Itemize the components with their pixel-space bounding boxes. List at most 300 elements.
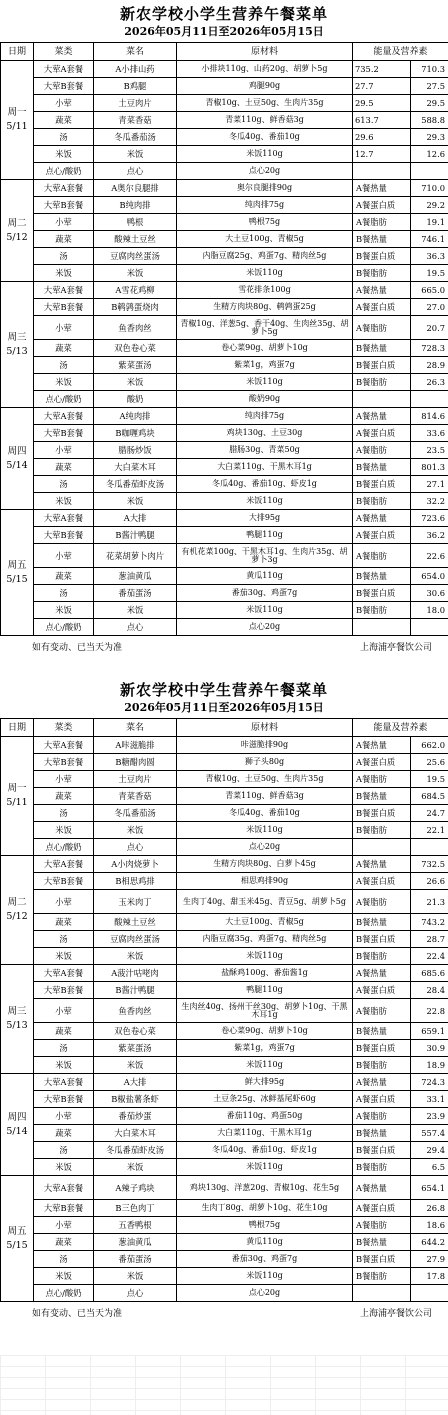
dish-cell: 酸奶 [94,391,177,408]
dish-cell: 点心 [94,619,177,636]
menu-date-range: 2026年05月11日至2026年05月15日 [124,25,324,38]
category-cell: 大荤B套餐 [34,527,94,544]
nutrient-value-cell: 33.6 [411,425,448,442]
ingredients-cell: 鸡块130g、洋葱20g、青椒10g、花生5g [177,1176,353,1200]
table-row [1,391,448,408]
nutrient-value-cell [411,839,448,856]
table-row [1,231,448,248]
nutrient-value-cell: 17.8 [411,1268,448,1285]
nutrient-value-cell: 29.5 [411,95,448,112]
ingredients-cell: 紫菜1g，鸡蛋7g [177,1040,353,1057]
category-cell: 点心/酸奶 [34,619,94,636]
dish-cell: A辣子鸡块 [94,1176,177,1200]
nutrient-value-cell: 723.6 [411,510,448,527]
nutrient-label-cell: A餐脂肪 [353,890,411,914]
ingredients-cell: 雪花排条100g [177,282,353,299]
day-label: 周五 [7,559,27,571]
ingredients-cell: 米饭110g [177,1159,353,1176]
table-row [1,129,448,146]
day-label: 周一 [7,783,27,794]
dish-cell: 鱼香肉丝 [94,999,177,1023]
category-cell: 大荤A套餐 [34,856,94,873]
table-row [1,544,448,568]
ingredients-cell: 冬瓜40g、番茄10g [177,805,353,822]
ingredients-cell: 生肉丝40g、扬州干丝30g、胡萝卜10g、干黑木耳1g [177,999,353,1023]
ingredients-cell: 纯肉排75g [177,197,353,214]
dish-cell: 酸辣土豆丝 [94,914,177,931]
nutrient-label-cell: A餐热量 [353,856,411,873]
nutrient-value-cell: 36.2 [411,527,448,544]
dish-cell: B糖醋肉圆 [94,754,177,771]
ingredients-cell: 奥尔良腿排90g [177,180,353,197]
day-label: 周三 [7,331,27,343]
dish-cell: 紫菜蛋汤 [94,357,177,374]
nutrient-value-cell: 801.3 [411,459,448,476]
day-date: 5/12 [6,911,28,922]
table-row [1,771,448,788]
nutrient-value-cell: 27.9 [411,1251,448,1268]
header-ingredients: 原材料 [177,719,353,737]
category-cell: 米饭 [34,602,94,619]
table-row [1,299,448,316]
table-row [1,1176,448,1200]
table-row [1,112,448,129]
category-cell: 大荤A套餐 [34,510,94,527]
nutrient-label-cell: B餐蛋白质 [353,248,411,265]
dish-cell: 米饭 [94,948,177,965]
header-category: 菜类 [34,43,94,61]
dish-cell: A小排山药 [94,61,177,78]
nutrient-label-cell: B餐热量 [353,231,411,248]
table-row [1,839,448,856]
category-cell: 大荤B套餐 [34,754,94,771]
nutrient-value-cell: 27.0 [411,299,448,316]
footer-company: 上海浦亭餐饮公司 [359,1309,432,1319]
nutrient-value-cell: 23.9 [411,1108,448,1125]
dish-cell: 米饭 [94,1268,177,1285]
day-date: 5/14 [6,459,28,471]
footer-company: 上海浦亭餐饮公司 [359,643,432,653]
ingredients-cell: 内脂豆腐25g、鸡蛋7g、精肉丝5g [177,248,353,265]
category-cell: 米饭 [34,1159,94,1176]
nutrient-value-cell: 814.6 [411,408,448,425]
header-dish: 菜名 [94,719,177,737]
table-row [1,493,448,510]
nutrient-value-cell: 662.0 [411,737,448,754]
nutrient-value-cell: 12.6 [411,146,448,163]
dish-cell: B酱汁鸭腿 [94,982,177,999]
nutrient-value-cell: 19.5 [411,265,448,282]
nutrient-value-cell: 22.8 [411,999,448,1023]
table-row [1,282,448,299]
table-row [1,1159,448,1176]
dish-cell: A奥尔良腿排 [94,180,177,197]
ingredients-cell: 冬瓜40g、番茄10g、虾皮1g [177,476,353,493]
nutrient-label-cell: B餐热量 [353,788,411,805]
table-row [1,873,448,890]
table-row [1,1268,448,1285]
nutrient-value-cell: 32.2 [411,493,448,510]
ingredients-cell: 青椒10g、土豆50g、生肉片35g [177,95,353,112]
nutrient-label-cell: B餐蛋白质 [353,1251,411,1268]
table-row [1,425,448,442]
table-row [1,340,448,357]
category-cell: 蔬菜 [34,1023,94,1040]
nutrient-value-cell [411,163,448,180]
dish-cell: 米饭 [94,146,177,163]
dish-cell: 酸辣土豆丝 [94,231,177,248]
nutrient-value-cell: 685.6 [411,965,448,982]
table-row [1,822,448,839]
nutrient-value-cell: 26.6 [411,873,448,890]
ingredients-cell: 大白菜110g、干黑木耳1g [177,1125,353,1142]
nutrient-label-cell: A餐蛋白质 [353,197,411,214]
day-label: 周三 [7,1006,27,1017]
table-row [1,856,448,873]
day-date: 5/11 [6,121,28,132]
nutrient-value-cell: 30.9 [411,1040,448,1057]
day-date: 5/15 [6,1239,28,1251]
nutrient-label-cell: B餐蛋白质 [353,357,411,374]
header-category: 菜类 [34,719,94,737]
day-cell [1,1074,34,1176]
nutrient-value-cell: 659.1 [411,1023,448,1040]
nutrient-label-cell: A餐热量 [353,1176,411,1200]
footer-note: 如有变动、已当天为准 [32,1309,123,1319]
table-row [1,602,448,619]
day-date: 5/15 [6,573,28,585]
nutrient-label-cell: B餐热量 [353,459,411,476]
header-ingredients: 原材料 [177,43,353,61]
table-row [1,1074,448,1091]
table-row [1,1023,448,1040]
table-row [1,619,448,636]
ingredients-cell: 生精方肉块80g、白萝卜45g [177,856,353,873]
table-row [1,1217,448,1234]
category-cell: 蔬菜 [34,914,94,931]
nutrient-label-cell: A餐蛋白质 [353,982,411,999]
ingredients-cell: 咔滋脆排90g [177,737,353,754]
ingredients-cell: 青菜110g、鲜香菇3g [177,112,353,129]
category-cell: 小荤 [34,999,94,1023]
menu-footer [0,636,448,654]
ingredients-cell: 点心20g [177,1285,353,1302]
nutrient-label-cell: A餐脂肪 [353,1108,411,1125]
dish-cell: B相思鸡排 [94,873,177,890]
category-cell: 蔬菜 [34,1234,94,1251]
category-cell: 米饭 [34,948,94,965]
dish-cell: 五香鸭根 [94,1217,177,1234]
dish-cell: 米饭 [94,822,177,839]
table-row [1,1251,448,1268]
header-nutrition: 能量及营养素 [353,43,448,61]
table-row [1,374,448,391]
nutrient-label-cell: A餐热量 [353,282,411,299]
day-cell [1,282,34,408]
table-row [1,1108,448,1125]
category-cell: 大荤B套餐 [34,1200,94,1217]
day-cell [1,737,34,856]
dish-cell: 鱼香肉丝 [94,316,177,340]
dish-cell: 青菜香菇 [94,112,177,129]
ingredients-cell: 黄瓜110g [177,1234,353,1251]
nutrient-label-cell: B餐热量 [353,1234,411,1251]
dish-cell: 紫菜蛋汤 [94,1040,177,1057]
category-cell: 大荤A套餐 [34,965,94,982]
table-row [1,948,448,965]
nutrient-label-cell [353,163,411,180]
nutrient-label-cell: B餐蛋白质 [353,1142,411,1159]
nutrient-label-cell [353,1285,411,1302]
dish-cell: B酱汁鸭腿 [94,527,177,544]
table-row [1,180,448,197]
dish-cell: 冬瓜番茄虾皮汤 [94,476,177,493]
category-cell: 汤 [34,1142,94,1159]
day-cell [1,61,34,180]
nutrient-label-cell: B餐脂肪 [353,948,411,965]
ingredients-cell: 生精方肉块80g、鹌鹑蛋25g [177,299,353,316]
table-row [1,754,448,771]
nutrient-value-cell: 644.2 [411,1234,448,1251]
ingredients-cell: 鸭腿110g [177,982,353,999]
category-cell: 小荤 [34,771,94,788]
ingredients-cell: 鸭根75g [177,214,353,231]
nutrient-value-cell [411,391,448,408]
nutrient-label-cell: B餐脂肪 [353,374,411,391]
nutrient-label-cell: A餐热量 [353,408,411,425]
category-cell: 点心/酸奶 [34,391,94,408]
dish-cell: 米饭 [94,265,177,282]
ingredients-cell: 青菜110g、鲜香菇3g [177,788,353,805]
table-row [1,999,448,1023]
header-dish: 菜名 [94,43,177,61]
nutrient-label-cell [353,839,411,856]
dish-cell: 大白菜木耳 [94,459,177,476]
nutrient-value-cell [411,1285,448,1302]
day-label: 周四 [7,1111,27,1123]
dish-cell: B三色肉丁 [94,1200,177,1217]
table-row [1,459,448,476]
nutrient-label-cell: A餐脂肪 [353,1217,411,1234]
table-row [1,1142,448,1159]
table-row [1,265,448,282]
dish-cell: A大排 [94,1074,177,1091]
nutrient-label-cell: B餐蛋白质 [353,931,411,948]
nutrient-label-cell: B餐脂肪 [353,1268,411,1285]
ingredients-cell: 番茄30g、鸡蛋7g [177,585,353,602]
table-row [1,1040,448,1057]
category-cell: 大荤A套餐 [34,282,94,299]
table-row [1,1200,448,1217]
dish-cell: 腊肠炒饭 [94,442,177,459]
nutrient-label-cell: A餐脂肪 [353,999,411,1023]
dish-cell: 冬瓜番茄汤 [94,805,177,822]
nutrient-value-cell: 21.3 [411,890,448,914]
day-date: 5/13 [6,1020,28,1031]
day-cell [1,856,34,965]
ingredients-cell: 大土豆100g、青椒5g [177,914,353,931]
menu-table [0,42,448,636]
ingredients-cell: 腊肠30g、青菜50g [177,442,353,459]
nutrient-label-cell: A餐热量 [353,180,411,197]
table-row [1,197,448,214]
nutrient-value-cell: 28.9 [411,357,448,374]
ingredients-cell: 米饭110g [177,822,353,839]
ingredients-cell: 卷心菜90g、胡萝卜10g [177,340,353,357]
category-cell: 小荤 [34,890,94,914]
nutrient-value-cell: 732.5 [411,856,448,873]
category-cell: 米饭 [34,265,94,282]
category-cell: 汤 [34,1251,94,1268]
table-row [1,214,448,231]
ingredients-cell: 黄瓜110g [177,568,353,585]
table-row [1,1285,448,1302]
category-cell: 蔬菜 [34,231,94,248]
day-date: 5/13 [6,345,28,357]
dish-cell: 玉米肉丁 [94,890,177,914]
nutrient-label-cell: B餐脂肪 [353,265,411,282]
table-row [1,78,448,95]
day-date: 5/14 [6,1125,28,1137]
table-row [1,163,448,180]
table-row [1,1091,448,1108]
dish-cell: 大白菜木耳 [94,1125,177,1142]
category-cell: 小荤 [34,544,94,568]
ingredients-cell: 米饭110g [177,1057,353,1074]
nutrient-label-cell [353,619,411,636]
dish-cell: A小肉烧萝卜 [94,856,177,873]
nutrient-label-cell: A餐蛋白质 [353,425,411,442]
nutrient-value-cell: 654.1 [411,1176,448,1200]
nutrient-label-cell: B餐脂肪 [353,602,411,619]
nutrient-value-cell: 27.5 [411,78,448,95]
nutrient-label-cell: A餐热量 [353,1074,411,1091]
dish-cell: A大排 [94,510,177,527]
nutrient-value-cell: 6.5 [411,1159,448,1176]
category-cell: 蔬菜 [34,112,94,129]
category-cell: 点心/酸奶 [34,1285,94,1302]
table-row [1,788,448,805]
nutrient-label-cell: 27.7 [353,78,411,95]
nutrient-label-cell: A餐脂肪 [353,316,411,340]
category-cell: 小荤 [34,1108,94,1125]
category-cell: 蔬菜 [34,340,94,357]
table-row [1,146,448,163]
nutrient-label-cell: A餐蛋白质 [353,527,411,544]
header-date: 日期 [1,43,34,61]
ingredients-cell: 紫菜1g，鸡蛋7g [177,357,353,374]
category-cell: 大荤B套餐 [34,299,94,316]
ingredients-cell: 点心20g [177,163,353,180]
header-nutrition: 能量及营养素 [353,719,448,737]
table-row [1,737,448,754]
nutrient-value-cell: 588.8 [411,112,448,129]
nutrient-label-cell: B餐蛋白质 [353,805,411,822]
table-row [1,890,448,914]
menu-footer [0,1302,448,1320]
ingredients-cell: 米饭110g [177,948,353,965]
ingredients-cell: 米饭110g [177,265,353,282]
nutrient-value-cell: 18.9 [411,1057,448,1074]
primary-school-menu [0,0,448,654]
day-date: 5/11 [6,797,28,808]
nutrient-label-cell: 29.6 [353,129,411,146]
table-header-row [1,43,448,61]
ingredients-cell: 内脂豆腐35g、鸡蛋7g、精肉丝5g [177,931,353,948]
table-row [1,476,448,493]
nutrient-value-cell: 26.3 [411,374,448,391]
ingredients-cell: 青椒10g、土豆50g、生肉片35g [177,771,353,788]
nutrient-value-cell: 22.6 [411,544,448,568]
nutrient-label-cell: A餐蛋白质 [353,754,411,771]
ingredients-cell: 大白菜110g、干黑木耳1g [177,459,353,476]
nutrient-label-cell: B餐热量 [353,568,411,585]
nutrient-label-cell: A餐热量 [353,737,411,754]
ingredients-cell: 米饭110g [177,602,353,619]
category-cell: 米饭 [34,146,94,163]
table-row [1,585,448,602]
nutrient-value-cell: 746.1 [411,231,448,248]
ingredients-cell: 有机花菜100g、干黑木耳1g、生肉片35g、胡萝卜3g [177,544,353,568]
dish-cell: 番茄炒蛋 [94,1108,177,1125]
category-cell: 大荤A套餐 [34,1176,94,1200]
day-label: 周四 [7,445,27,457]
nutrient-label-cell: A餐蛋白质 [353,873,411,890]
dish-cell: A咔滋脆排 [94,737,177,754]
category-cell: 点心/酸奶 [34,839,94,856]
nutrient-value-cell: 28.7 [411,931,448,948]
category-cell: 大荤A套餐 [34,61,94,78]
day-label: 周一 [7,107,27,118]
dish-cell: 点心 [94,163,177,180]
dish-cell: 番茄蛋汤 [94,1251,177,1268]
category-cell: 大荤B套餐 [34,425,94,442]
ingredients-cell: 点心20g [177,839,353,856]
nutrient-value-cell [411,619,448,636]
nutrient-value-cell: 26.8 [411,1200,448,1217]
dish-cell: 番茄蛋汤 [94,585,177,602]
dish-cell: 米饭 [94,602,177,619]
ingredients-cell: 小排块110g、山药20g、胡萝卜5g [177,61,353,78]
category-cell: 汤 [34,476,94,493]
nutrient-value-cell: 29.2 [411,197,448,214]
nutrient-value-cell: 29.4 [411,1142,448,1159]
table-row [1,95,448,112]
table-row [1,408,448,425]
table-row [1,527,448,544]
ingredients-cell: 番茄110g、鸡蛋50g [177,1108,353,1125]
nutrient-label-cell: B餐脂肪 [353,1057,411,1074]
table-row [1,982,448,999]
ingredients-cell: 生肉丁80g、胡萝卜10g、花生10g [177,1200,353,1217]
dish-cell: 米饭 [94,374,177,391]
ingredients-cell: 米饭110g [177,493,353,510]
ingredients-cell: 纯肉排75g [177,408,353,425]
dish-cell: B咖喱鸡块 [94,425,177,442]
table-row [1,316,448,340]
nutrient-value-cell: 18.6 [411,1217,448,1234]
dish-cell: A雪花鸡柳 [94,282,177,299]
nutrient-label-cell: B餐脂肪 [353,1159,411,1176]
nutrient-value-cell: 23.5 [411,442,448,459]
category-cell: 大荤B套餐 [34,982,94,999]
dish-cell: B鸡腿 [94,78,177,95]
ingredients-cell: 米饭110g [177,146,353,163]
nutrient-value-cell: 654.0 [411,568,448,585]
dish-cell: 点心 [94,839,177,856]
nutrient-label-cell: A餐蛋白质 [353,1200,411,1217]
category-cell: 小荤 [34,442,94,459]
